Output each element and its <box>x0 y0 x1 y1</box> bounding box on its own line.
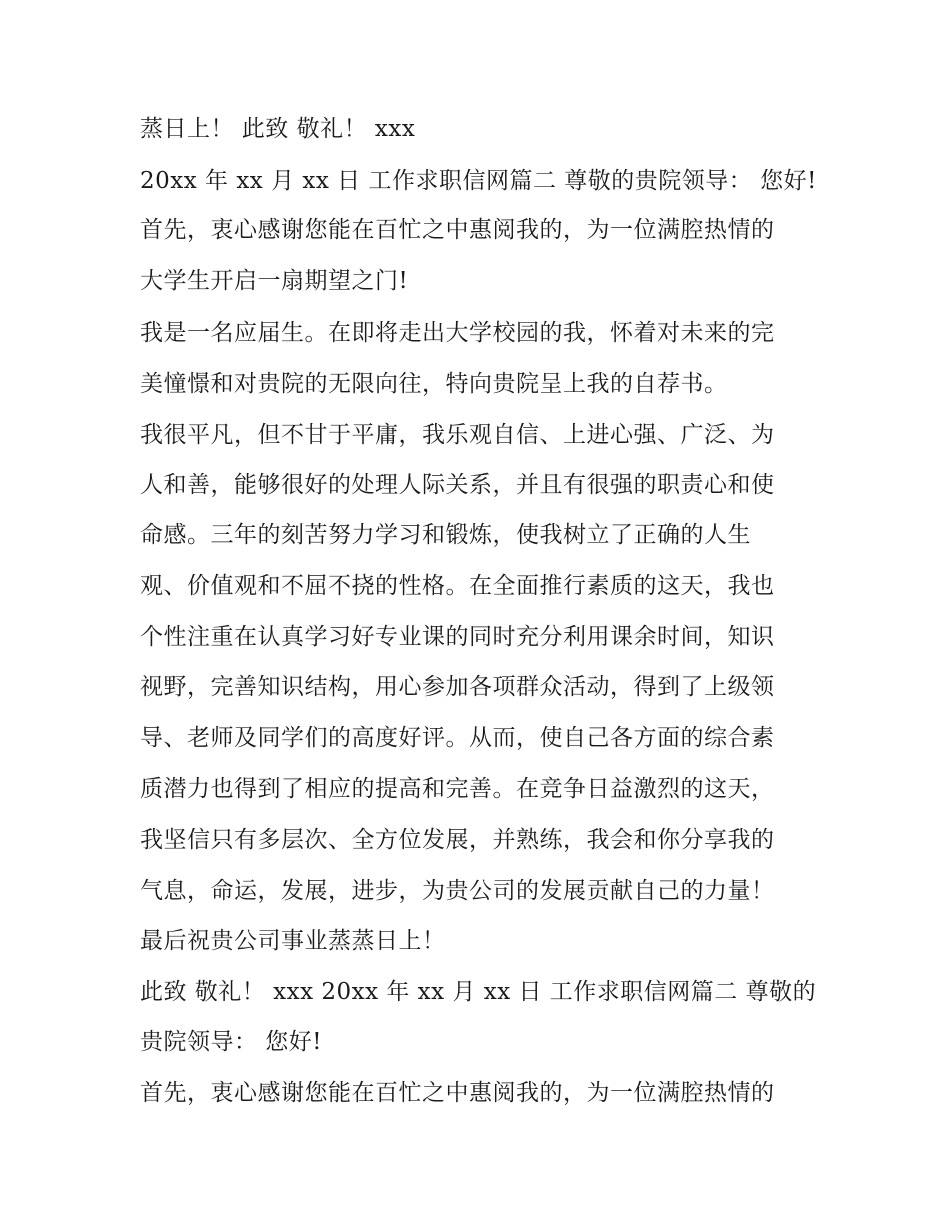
text-line: 首先，衷心感谢您能在百忙之中惠阅我的，为一位满腔热情的 <box>140 1080 775 1106</box>
text-line: 个性注重在认真学习好专业课的同时充分利用课余时间，知识 <box>140 624 775 650</box>
text-line: 美憧憬和对贵院的无限向往，特向贵院呈上我的自荐书。 <box>140 371 728 397</box>
text-line: 视野，完善知识结构，用心参加各项群众活动，得到了上级领 <box>140 674 775 700</box>
text-line: 蒸日上！ 此致 敬礼！ xxx <box>140 116 416 142</box>
text-line: 20xx 年 xx 月 xx 日 工作求职信网篇二 尊敬的贵院领导： 您好! <box>140 168 817 194</box>
text-line: 质潜力也得到了相应的提高和完善。在竞争日益激烈的这天， <box>140 776 775 802</box>
text-line: 首先，衷心感谢您能在百忙之中惠阅我的，为一位满腔热情的 <box>140 217 775 243</box>
text-line: 人和善，能够很好的处理人际关系，并且有很强的职责心和使 <box>140 472 775 498</box>
text-line: 最后祝贵公司事业蒸蒸日上！ <box>140 928 446 954</box>
text-line: 我坚信只有多层次、全方位发展，并熟练，我会和你分享我的 <box>140 827 775 853</box>
text-line: 观、价值观和不屈不挠的性格。在全面推行素质的这天，我也 <box>140 573 775 599</box>
text-line: 我是一名应届生。在即将走出大学校园的我，怀着对未来的完 <box>140 320 775 346</box>
text-line: 导、老师及同学们的高度好评。从而，使自己各方面的综合素 <box>140 725 775 751</box>
text-line: 大学生开启一扇期望之门! <box>140 268 409 294</box>
text-line: 我很平凡，但不甘于平庸，我乐观自信、上进心强、广泛、为 <box>140 422 775 448</box>
text-line: 此致 敬礼！ xxx 20xx 年 xx 月 xx 日 工作求职信网篇二 尊敬的 <box>140 979 817 1005</box>
text-line: 气息，命运，发展，进步，为贵公司的发展贡献自己的力量！ <box>140 878 775 904</box>
text-line: 命感。三年的刻苦努力学习和锻炼，使我树立了正确的人生 <box>140 522 751 548</box>
text-line: 贵院领导： 您好! <box>140 1029 323 1055</box>
